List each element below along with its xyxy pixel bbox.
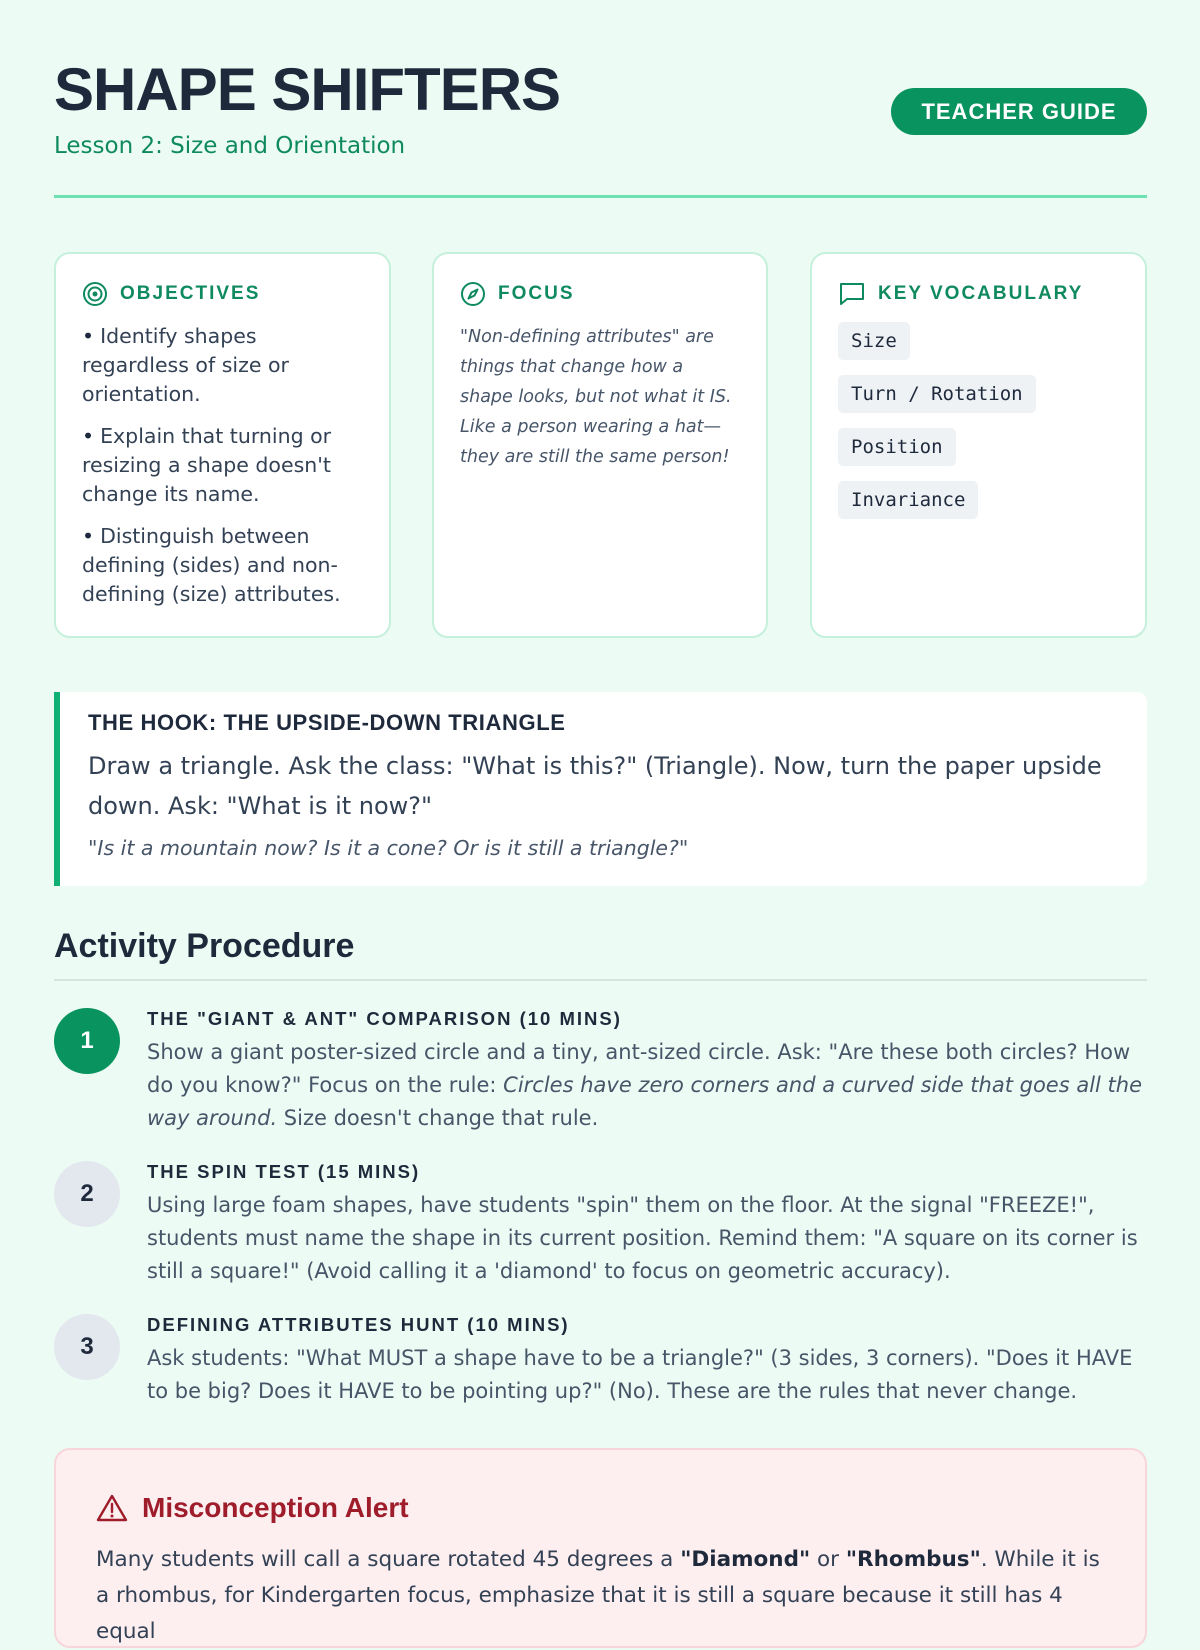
focus-header	[460, 280, 740, 308]
objectives-header	[82, 280, 363, 308]
vocabulary-list	[838, 322, 1119, 519]
vocabulary-title: KEY VOCABULARY	[878, 283, 1084, 304]
step-body	[147, 1314, 1147, 1408]
step-body	[147, 1008, 1147, 1135]
procedure-title: Activity Procedure	[54, 927, 355, 965]
vocab-term: Position	[838, 428, 956, 466]
step-number: 2	[54, 1161, 120, 1227]
lesson-subtitle: Lesson 2: Size and Orientation	[54, 133, 406, 159]
step-text: Using large foam shapes, have students "spin" them on the floor. At the signal "FREEZE!", students must name the shape in its current position. Remind them: "A square on its corner is still a square!" (Avoid calling it a 'diamond' to focus on geometric accuracy).	[147, 1193, 1138, 1283]
warning-icon	[96, 1493, 128, 1523]
list-item: • Explain that turning or resizing a shape doesn't change its name.	[82, 424, 332, 506]
target-icon	[82, 281, 108, 307]
alert-text: Many students will call a square rotated 45 degrees a "Diamond" or "Rhombus". While it is a rhombus, for Kindergarten focus, emphasize that it is still a square because it still has 4 equal	[96, 1547, 1100, 1644]
header-divider	[54, 195, 1147, 198]
step-number: 3	[54, 1314, 120, 1380]
objectives-card	[54, 252, 391, 638]
speech-bubble-icon	[838, 281, 866, 307]
focus-title: FOCUS	[498, 283, 575, 304]
vocab-term: Turn / Rotation	[838, 375, 1036, 413]
step-title: THE "GIANT & ANT" COMPARISON (10 MINS)	[147, 1008, 622, 1029]
step-text: Show a giant poster-sized circle and a tiny, ant-sized circle. Ask: "Are these both circles? How do you know?" Focus on the rule: Circles have zero corners and a curved side that goes all the way around. Size doesn't change that rule.	[147, 1040, 1143, 1130]
step-title: DEFINING ATTRIBUTES HUNT (10 MINS)	[147, 1314, 570, 1335]
teacher-guide-badge: TEACHER GUIDE	[891, 88, 1147, 135]
list-item: • Identify shapes regardless of size or orientation.	[82, 324, 289, 406]
procedure-divider	[54, 979, 1147, 981]
focus-text: "Non-defining attributes" are things that change how a shape looks, but not what it IS. Like a person wearing a hat—they are still the same person!	[460, 327, 732, 467]
vocab-term: Invariance	[838, 481, 978, 519]
step-title: THE SPIN TEST (15 MINS)	[147, 1161, 421, 1182]
hook-callout	[54, 692, 1147, 886]
misconception-alert	[54, 1448, 1147, 1648]
page-title: SHAPE SHIFTERS	[54, 56, 561, 123]
compass-icon	[460, 281, 486, 307]
vocab-term: Size	[838, 322, 910, 360]
objectives-title: OBJECTIVES	[120, 283, 261, 304]
step-text: Ask students: "What MUST a shape have to be a triangle?" (3 sides, 3 corners). "Does it HAVE to be big? Does it HAVE to be pointing up?" (No). These are the rules that never change.	[147, 1346, 1133, 1403]
list-item: • Distinguish between defining (sides) and non-defining (size) attributes.	[82, 524, 341, 606]
hook-title: THE HOOK: THE UPSIDE-DOWN TRIANGLE	[88, 710, 566, 735]
step-number: 1	[54, 1008, 120, 1074]
step-rule-emphasis: Circles have zero corners and a curved side that goes all the way around.	[147, 1073, 1143, 1130]
alert-title: Misconception Alert	[142, 1492, 409, 1523]
alert-header	[96, 1492, 1105, 1524]
vocabulary-header	[838, 280, 1119, 308]
step-body	[147, 1161, 1147, 1288]
focus-card	[432, 252, 768, 638]
objectives-list	[82, 322, 363, 609]
vocabulary-card	[810, 252, 1147, 638]
hook-quote: "Is it a mountain now? Is it a cone? Or is it still a triangle?"	[88, 836, 689, 860]
hook-body: Draw a triangle. Ask the class: "What is this?" (Triangle). Now, turn the paper upside down. Ask: "What is it now?"	[88, 752, 1102, 820]
